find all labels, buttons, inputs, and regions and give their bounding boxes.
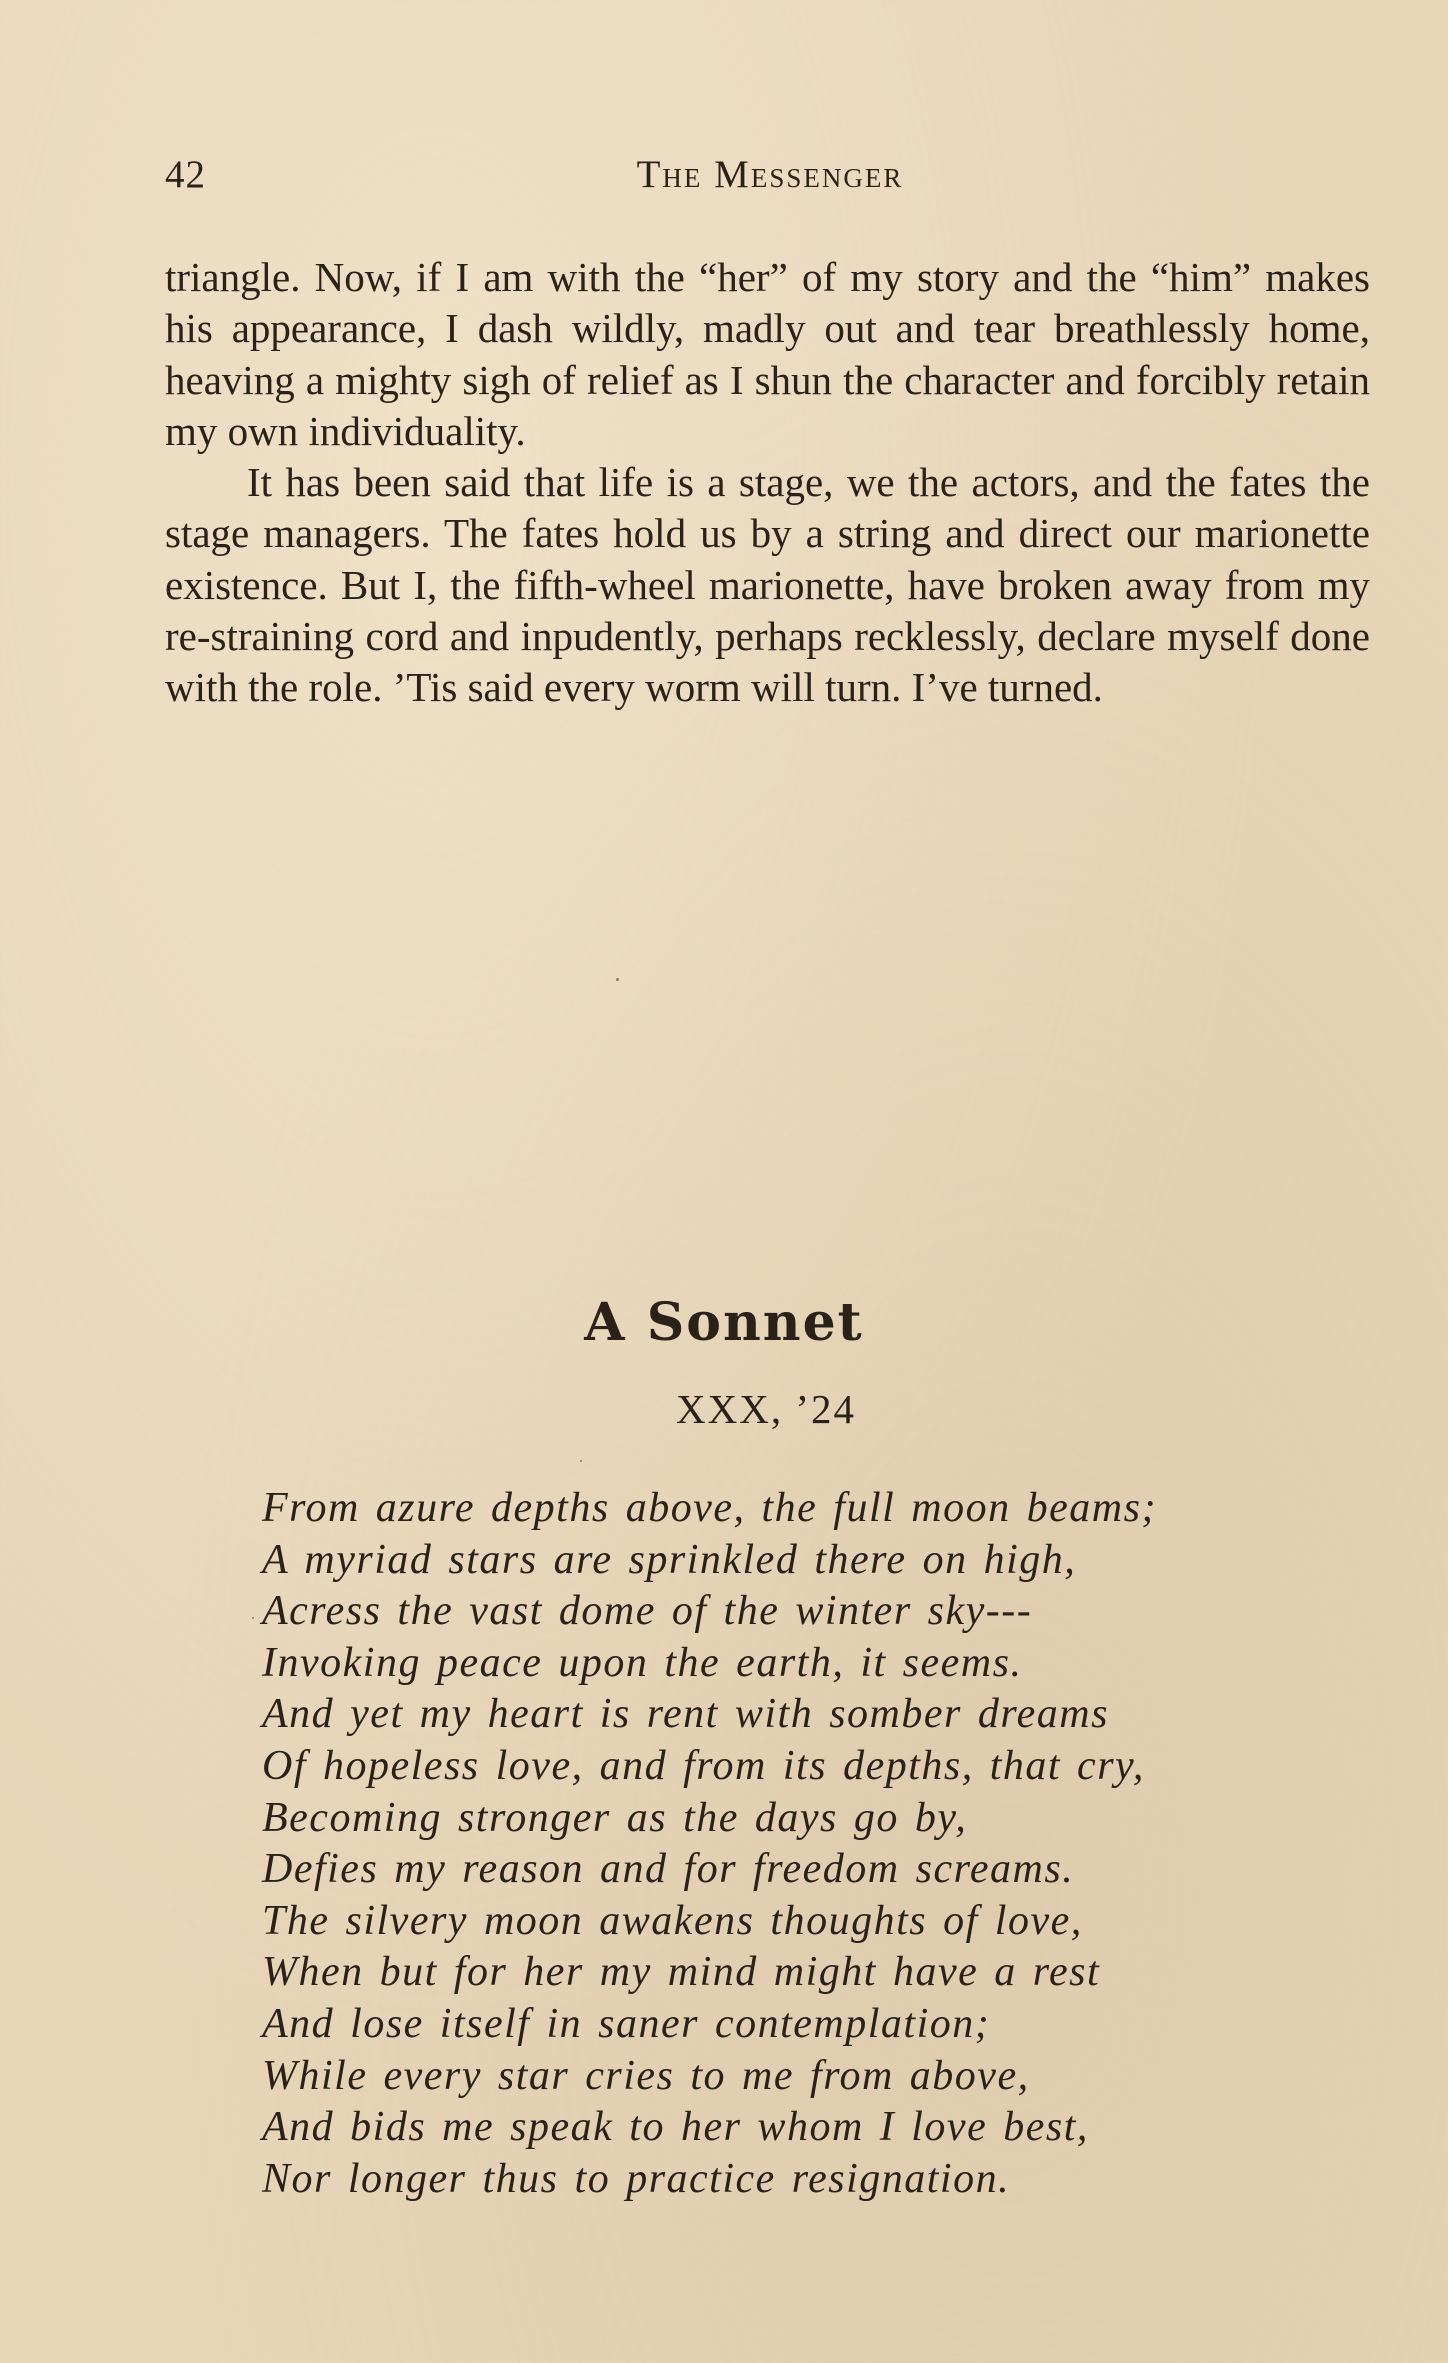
poem-body [262, 1483, 1272, 2205]
poem-line: And bids me speak to her whom I love best, [262, 2104, 1089, 2151]
poem-line: From azure depths above, the full moon beams; [262, 1485, 1157, 1531]
paper-speck [580, 1460, 582, 1462]
poem-line: Becoming stronger as the days go by, [262, 1794, 968, 1841]
poem-line: And yet my heart is rent with somber dreams [262, 1691, 1109, 1738]
poem-line: Nor longer thus to practice resignation. [262, 2155, 1011, 2202]
poem-line: And lose itself in saner contemplation; [262, 2000, 991, 2047]
poem-title: A Sonnet [584, 1292, 864, 1353]
poem-line: Of hopeless love, and from its depths, that cry, [262, 1742, 1145, 1789]
poem-line: When but for her my mind might have a rest [262, 1949, 1101, 1996]
page-number: 42 [165, 153, 206, 196]
poem-line: Acress the vast dome of the winter sky--- [262, 1588, 1033, 1635]
paper-speck [616, 978, 619, 981]
paper-speck [252, 1617, 254, 1619]
poem-line: Defies my reason and for freedom screams. [262, 1846, 1075, 1893]
journal-title: The Messenger [636, 153, 904, 196]
prose-paragraph-1: triangle. Now, if I am with the “her” of my story and the “him” makes his appearance, I dash wildly, madly out and tear breathlessly home, heaving a mighty sigh of relief as I shun the character and forcibly retain my own individuality. [165, 254, 1370, 454]
prose-text [165, 252, 1370, 714]
prose-paragraph-2: It has been said that life is a stage, we the actors, and the fates the stage managers. The fates hold us by a string and direct our marionette existence. But I, the fifth-wheel marionette, have broken away from my re-straining cord and inpudently, perhaps recklessly, declare myself done with the role. ’Tis said every worm will turn. I’ve turned. [165, 459, 1370, 711]
poem-line: A myriad stars are sprinkled there on high, [262, 1536, 1077, 1583]
poem-line: Invoking peace upon the earth, it seems. [262, 1639, 1023, 1686]
poem-author: XXX, ’24 [676, 1386, 856, 1432]
running-head [165, 152, 1375, 202]
poem-line: While every star cries to me from above, [262, 2052, 1030, 2099]
poem-line: The silvery moon awakens thoughts of love, [262, 1897, 1083, 1944]
